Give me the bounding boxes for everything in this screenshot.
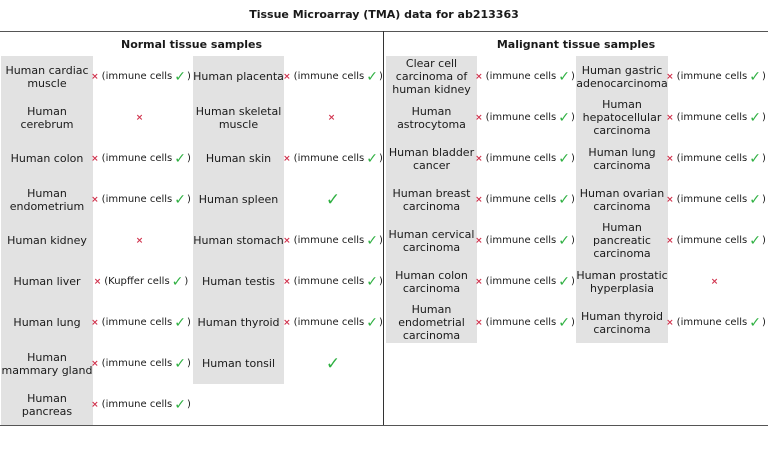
staining-result: × ( immune cells ✓ ) (283, 150, 383, 167)
staining-result: × ( immune cells ✓ ) (475, 150, 575, 167)
tissue-name-human-breast-carcinoma: Human breast carcinoma (386, 179, 477, 220)
tissue-name-human-stomach: Human stomach (193, 220, 284, 261)
tissue-name-human-thyroid: Human thyroid (193, 302, 284, 343)
tissue-name-human-endometrium: Human endometrium (1, 179, 93, 220)
table-row (1, 343, 189, 384)
tissue-name-human-lung-carcinoma: Human lung carcinoma (576, 138, 668, 179)
check-icon: ✓ (174, 396, 186, 413)
check-icon: ✓ (174, 191, 186, 208)
check-icon: ✓ (366, 314, 378, 331)
table-row (576, 220, 764, 261)
cross-icon: × (666, 71, 674, 82)
check-icon: ✓ (366, 273, 378, 290)
staining-result (93, 220, 189, 261)
check-icon: ✓ (558, 314, 570, 331)
check-icon: ✓ (325, 189, 341, 210)
section-divider (383, 31, 384, 425)
cross-icon: × (475, 153, 483, 164)
table-row (576, 56, 764, 97)
positive-cell-type: immune cells (105, 194, 173, 205)
positive-cell-type: immune cells (489, 153, 557, 164)
staining-result: × ( Kupffer cells ✓ ) (93, 273, 189, 290)
positive-cell-type: immune cells (105, 71, 173, 82)
cross-icon: × (327, 112, 336, 123)
table-row (193, 220, 382, 261)
check-icon: ✓ (558, 150, 570, 167)
check-icon: ✓ (749, 68, 761, 85)
positive-cell-type: immune cells (489, 112, 557, 123)
malignant-column-2 (576, 56, 764, 343)
positive-cell-type: immune cells (297, 235, 365, 246)
positive-cell-type: immune cells (680, 112, 748, 123)
positive-cell-type: immune cells (680, 194, 748, 205)
table-row (1, 384, 189, 425)
tissue-name-human-colon: Human colon (1, 138, 93, 179)
tissue-name-human-cervical-carcinoma: Human cervical carcinoma (386, 220, 477, 261)
staining-result: × ( immune cells ✓ ) (666, 150, 766, 167)
check-icon: ✓ (558, 273, 570, 290)
staining-result: × ( immune cells ✓ ) (91, 396, 191, 413)
positive-cell-type: immune cells (489, 71, 557, 82)
check-icon: ✓ (171, 273, 184, 290)
check-icon: ✓ (558, 109, 570, 126)
cross-icon: × (475, 317, 483, 328)
staining-result: × ( immune cells ✓ ) (283, 232, 383, 249)
positive-cell-type: Kupffer cells (108, 276, 170, 287)
cross-icon: × (475, 235, 483, 246)
cross-icon: × (283, 153, 291, 164)
positive-cell-type: immune cells (489, 194, 557, 205)
tissue-name-human-lung: Human lung (1, 302, 93, 343)
cross-icon: × (475, 112, 483, 123)
staining-result: × ( immune cells ✓ ) (475, 314, 575, 331)
staining-result: × ( immune cells ✓ ) (666, 109, 766, 126)
staining-result: × ( immune cells ✓ ) (283, 273, 383, 290)
positive-cell-type: immune cells (105, 317, 173, 328)
tissue-name-human-gastric-adenocarcinoma: Human gastric adenocarcinoma (576, 56, 668, 97)
staining-result (284, 179, 382, 220)
staining-result: × ( immune cells ✓ ) (666, 191, 766, 208)
table-row (386, 138, 573, 179)
staining-result: × ( immune cells ✓ ) (666, 314, 766, 331)
staining-result: × ( immune cells ✓ ) (283, 68, 383, 85)
cross-icon: × (666, 112, 674, 123)
page-title: Tissue Microarray (TMA) data for ab213363 (249, 8, 519, 21)
table-row (193, 97, 382, 138)
tissue-name-human-endometrial-carcinoma: Human endometrial carcinoma (386, 302, 477, 343)
check-icon: ✓ (558, 68, 570, 85)
table-row (1, 220, 189, 261)
tissue-name-human-ovarian-carcinoma: Human ovarian carcinoma (576, 179, 668, 220)
table-row (193, 179, 382, 220)
cross-icon: × (283, 71, 291, 82)
table-row (193, 343, 382, 384)
staining-result: × ( immune cells ✓ ) (475, 232, 575, 249)
table-row (576, 179, 764, 220)
table-row (1, 179, 189, 220)
check-icon: ✓ (749, 150, 761, 167)
positive-cell-type: immune cells (489, 317, 557, 328)
table-row (386, 261, 573, 302)
cross-icon: × (91, 71, 99, 82)
staining-result: × ( immune cells ✓ ) (475, 109, 575, 126)
staining-result: × ( immune cells ✓ ) (666, 68, 766, 85)
table-row (386, 302, 573, 343)
tissue-name-clear-cell-carcinoma-of-human-kidney: Clear cell carcinoma of human kidney (386, 56, 477, 97)
table-row (193, 261, 382, 302)
positive-cell-type: immune cells (680, 153, 748, 164)
table-row (386, 56, 573, 97)
table-row (576, 261, 764, 302)
cross-icon: × (666, 317, 674, 328)
tissue-name-human-cerebrum: Human cerebrum (1, 97, 93, 138)
check-icon: ✓ (366, 68, 378, 85)
positive-cell-type: immune cells (105, 399, 173, 410)
cross-icon: × (710, 276, 719, 287)
cross-icon: × (283, 276, 291, 287)
tissue-name-human-skin: Human skin (193, 138, 284, 179)
staining-result: × ( immune cells ✓ ) (475, 273, 575, 290)
cross-icon: × (91, 358, 99, 369)
tissue-name-human-placenta: Human placenta (193, 56, 284, 97)
table-row (193, 302, 382, 343)
positive-cell-type: immune cells (680, 71, 748, 82)
check-icon: ✓ (174, 355, 186, 372)
check-icon: ✓ (174, 314, 186, 331)
tissue-name-human-liver: Human liver (1, 261, 93, 302)
table-row (193, 56, 382, 97)
tissue-name-human-tonsil: Human tonsil (193, 343, 284, 384)
table-row (193, 138, 382, 179)
normal-column-2 (193, 56, 382, 384)
tissue-name-human-kidney: Human kidney (1, 220, 93, 261)
check-icon: ✓ (558, 191, 570, 208)
table-row (386, 97, 573, 138)
staining-result: × ( immune cells ✓ ) (91, 355, 191, 372)
staining-result: × ( immune cells ✓ ) (475, 191, 575, 208)
staining-result: × ( immune cells ✓ ) (91, 191, 191, 208)
positive-cell-type: immune cells (297, 276, 365, 287)
cross-icon: × (666, 194, 674, 205)
table-row (576, 97, 764, 138)
section-title-malignant: Malignant tissue samples (496, 38, 656, 51)
table-row (1, 97, 189, 138)
tissue-name-human-spleen: Human spleen (193, 179, 284, 220)
tissue-name-human-thyroid-carcinoma: Human thyroid carcinoma (576, 302, 668, 343)
tissue-name-human-skeletal-muscle: Human skeletal muscle (193, 97, 284, 138)
table-row (576, 302, 764, 343)
tissue-name-human-testis: Human testis (193, 261, 284, 302)
table-row (386, 179, 573, 220)
malignant-column-1 (386, 56, 573, 343)
tissue-name-human-astrocytoma: Human astrocytoma (386, 97, 477, 138)
check-icon: ✓ (558, 232, 570, 249)
cross-icon: × (91, 399, 99, 410)
staining-result (668, 261, 764, 302)
check-icon: ✓ (749, 109, 761, 126)
positive-cell-type: immune cells (489, 276, 557, 287)
table-row (576, 138, 764, 179)
cross-icon: × (93, 276, 102, 287)
cross-icon: × (91, 194, 99, 205)
tissue-name-human-bladder-cancer: Human bladder cancer (386, 138, 477, 179)
staining-result: × ( immune cells ✓ ) (283, 314, 383, 331)
check-icon: ✓ (749, 314, 761, 331)
tissue-name-human-pancreatic-carcinoma: Human pancreatic carcinoma (576, 220, 668, 261)
tissue-name-human-colon-carcinoma: Human colon carcinoma (386, 261, 477, 302)
table-row (1, 56, 189, 97)
cross-icon: × (666, 235, 674, 246)
table-row (1, 138, 189, 179)
tissue-name-human-cardiac-muscle: Human cardiac muscle (1, 56, 93, 97)
cross-icon: × (91, 153, 99, 164)
positive-cell-type: immune cells (105, 358, 173, 369)
cross-icon: × (475, 71, 483, 82)
cross-icon: × (91, 317, 99, 328)
staining-result (284, 97, 382, 138)
check-icon: ✓ (749, 232, 761, 249)
cross-icon: × (135, 112, 144, 123)
cross-icon: × (475, 194, 483, 205)
positive-cell-type: immune cells (489, 235, 557, 246)
positive-cell-type: immune cells (105, 153, 173, 164)
check-icon: ✓ (325, 353, 341, 374)
staining-result: × ( immune cells ✓ ) (91, 150, 191, 167)
staining-result: × ( immune cells ✓ ) (666, 232, 766, 249)
table-row (1, 302, 189, 343)
cross-icon: × (666, 153, 674, 164)
staining-result: × ( immune cells ✓ ) (91, 68, 191, 85)
positive-cell-type: immune cells (297, 317, 365, 328)
section-title-normal: Normal tissue samples (120, 38, 262, 51)
check-icon: ✓ (366, 232, 378, 249)
tissue-name-human-prostatic-hyperplasia: Human prostatic hyperplasia (576, 261, 668, 302)
top-divider (0, 31, 768, 32)
check-icon: ✓ (174, 150, 186, 167)
table-row (386, 220, 573, 261)
positive-cell-type: immune cells (680, 235, 748, 246)
tissue-name-human-hepatocellular-carcinoma: Human hepatocellular carcinoma (576, 97, 668, 138)
check-icon: ✓ (174, 68, 186, 85)
staining-result (284, 343, 382, 384)
tissue-name-human-mammary-gland: Human mammary gland (1, 343, 93, 384)
positive-cell-type: immune cells (297, 71, 365, 82)
staining-result: × ( immune cells ✓ ) (475, 68, 575, 85)
check-icon: ✓ (366, 150, 378, 167)
cross-icon: × (283, 317, 291, 328)
cross-icon: × (283, 235, 291, 246)
table-row (1, 261, 189, 302)
bottom-divider (0, 425, 768, 426)
positive-cell-type: immune cells (680, 317, 748, 328)
check-icon: ✓ (749, 191, 761, 208)
positive-cell-type: immune cells (297, 153, 365, 164)
staining-result (93, 97, 189, 138)
cross-icon: × (135, 235, 144, 246)
cross-icon: × (475, 276, 483, 287)
staining-result: × ( immune cells ✓ ) (91, 314, 191, 331)
tissue-name-human-pancreas: Human pancreas (1, 384, 93, 425)
normal-column-1 (1, 56, 189, 425)
